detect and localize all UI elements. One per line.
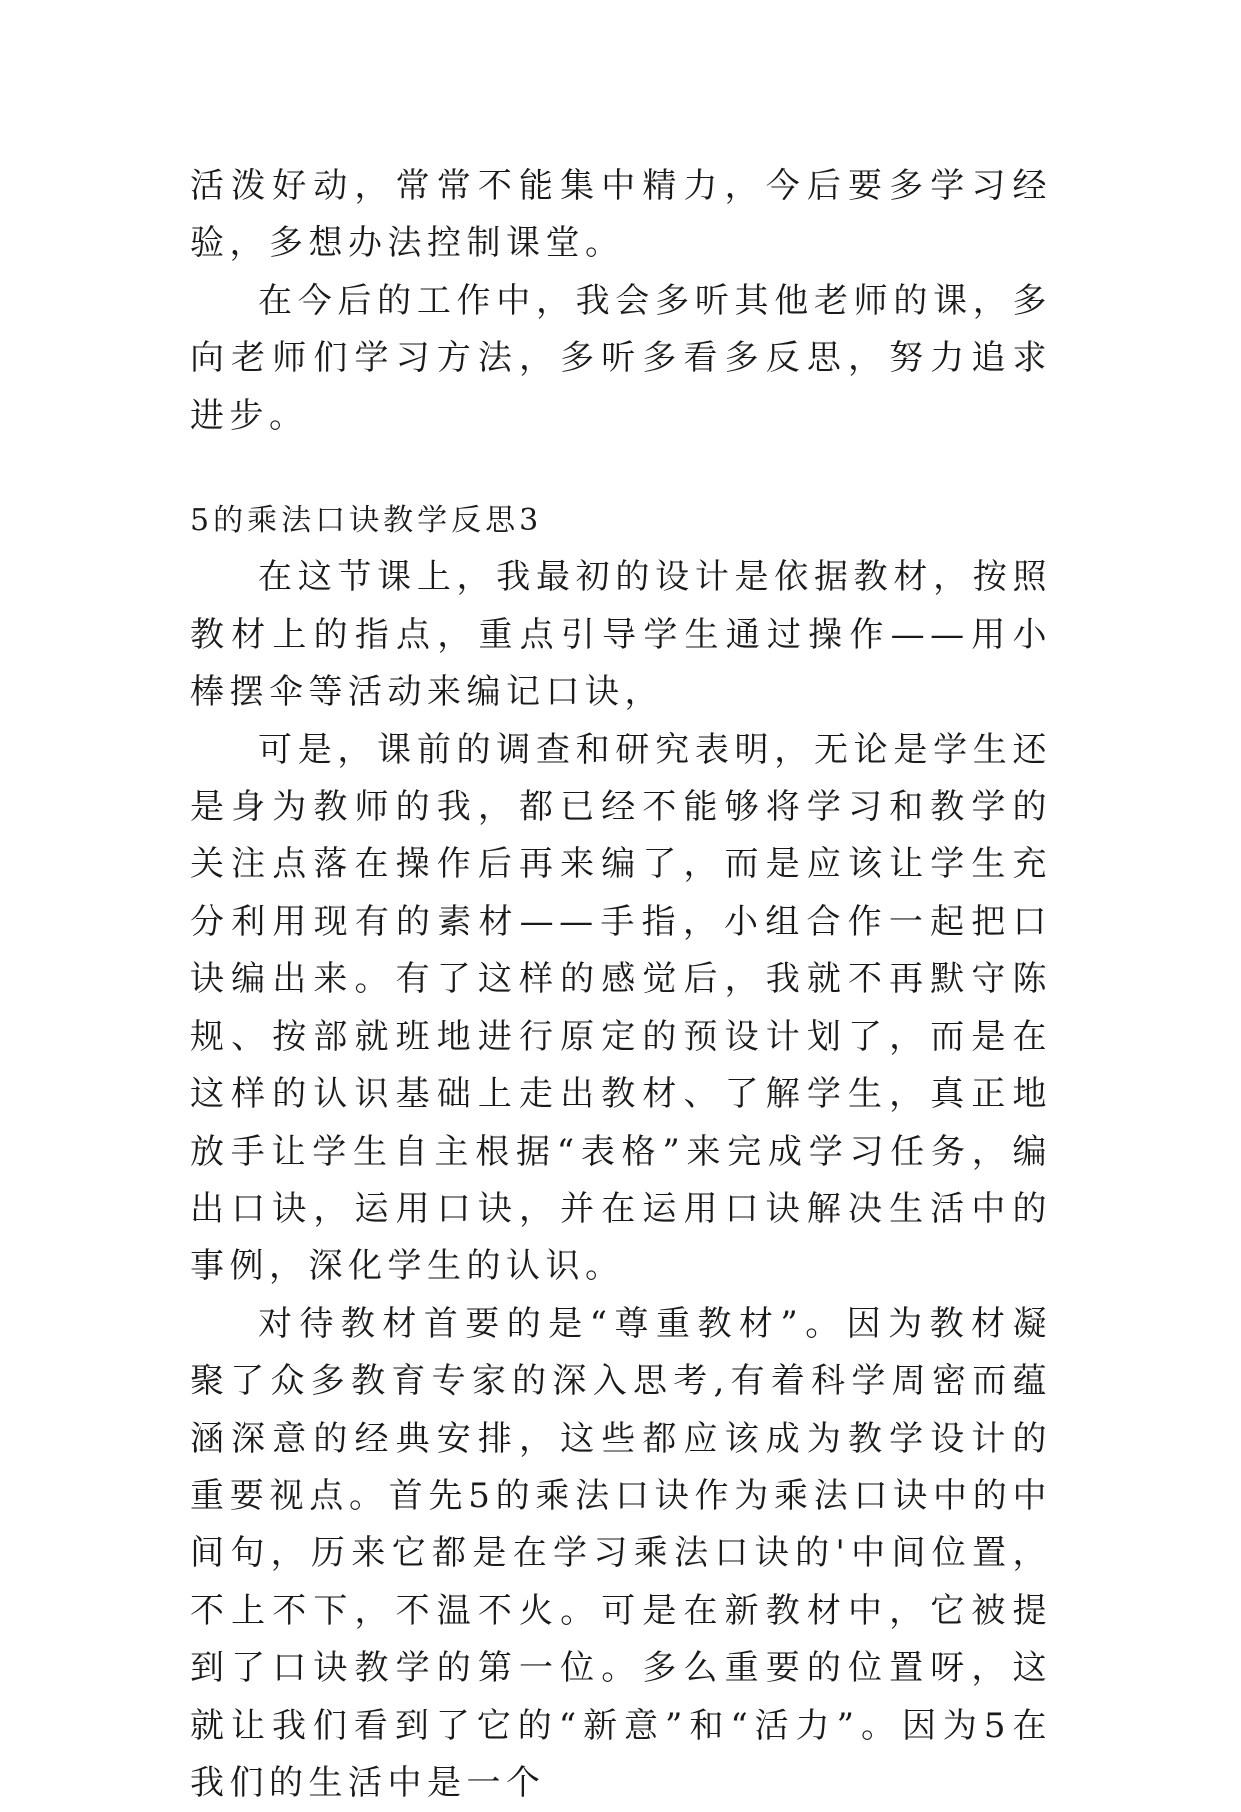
paragraph-continuation: 活泼好动，常常不能集中精力，今后要多学习经验，多想办法控制课堂。 [190, 166, 1052, 264]
section-title: 5的乘法口诀教学反思3 [190, 503, 543, 539]
document-page [190, 158, 1052, 1812]
paragraph: 在今后的工作中，我会多听其他老师的课，多向老师们学习方法，多听多看多反思，努力追求进步。 [190, 280, 1052, 436]
paragraph: 对待教材首要的是“尊重教材”。因为教材凝聚了众多教育专家的深入思考,有着科学周密而蕴涵深意的经典安排，这些都应该成为教学设计的重要视点。首先5的乘法口诀作为乘法口诀中的中间句，历来它都是在学习乘法口诀的'中间位置，不上不下，不温不火。可是在新教材中，它被提到了口诀教学的第一位。多么重要的位置呀，这就让我们看到了它的“新意”和“活力”。因为5在我们的生活中是一个 [190, 1303, 1052, 1803]
paragraph: 在这节课上，我最初的设计是依据教材，按照教材上的指点，重点引导学生通过操作——用小棒摆伞等活动来编记口诀， [190, 557, 1052, 713]
paragraph: 可是，课前的调查和研究表明，无论是学生还是身为教师的我，都已经不能够将学习和教学的关注点落在操作后再来编了，而是应该让学生充分利用现有的素材——手指，小组合作一起把口诀编出来。有了这样的感觉后，我就不再默守陈规、按部就班地进行原定的预设计划了，而是在这样的认识基础上走出教材、了解学生，真正地放手让学生自主根据“表格”来完成学习任务，编出口诀，运用口诀，并在运用口诀解决生活中的事例，深化学生的认识。 [190, 729, 1052, 1287]
